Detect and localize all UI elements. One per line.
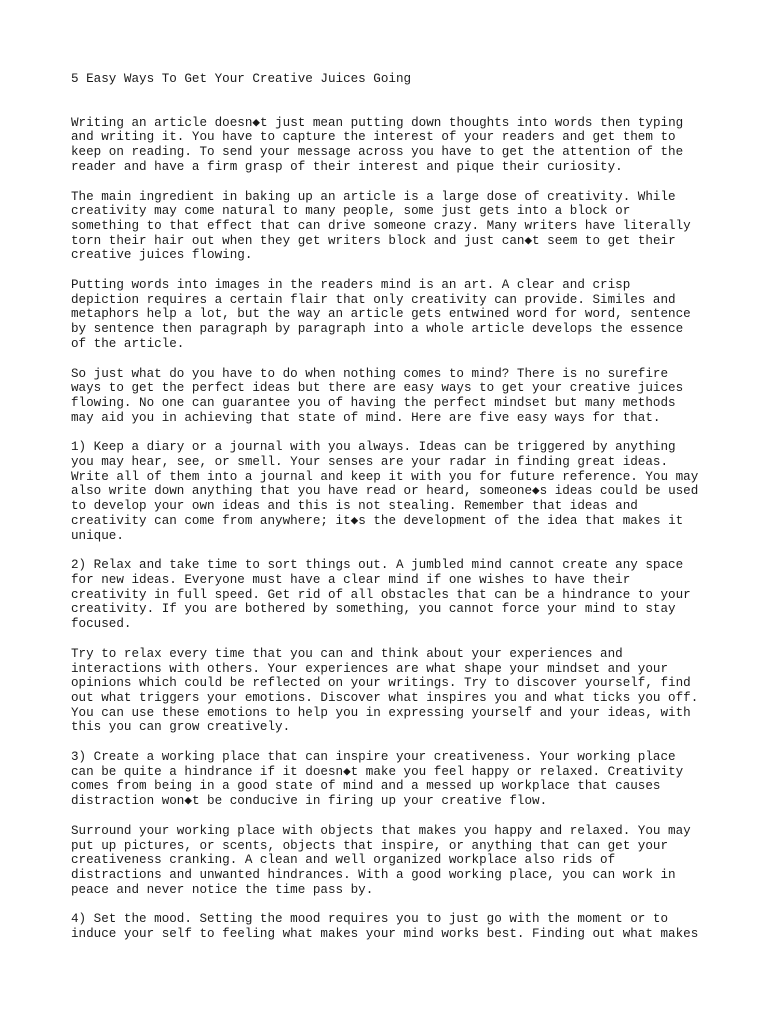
text-line: for new ideas. Everyone must have a clear mind if one wishes to have their <box>71 572 631 587</box>
document-page <box>71 72 711 957</box>
text-line: Write all of them into a journal and keep it with you for future reference. You may <box>71 469 699 484</box>
paragraph <box>71 647 711 735</box>
text-line: creativity in full speed. Get rid of all obstacles that can be a hindrance to your <box>71 587 691 602</box>
paragraph <box>71 912 711 941</box>
text-line: reader and have a firm grasp of their interest and pique their curiosity. <box>71 159 623 174</box>
text-line: The main ingredient in baking up an article is a large dose of creativity. While <box>71 189 676 204</box>
text-line: comes from being in a good state of mind and a messed up workplace that causes <box>71 779 661 794</box>
text-line: torn their hair out when they get writers block and just can◆t seem to get their <box>71 233 676 248</box>
text-line: out what triggers your emotions. Discover what inspires you and what ticks you off. <box>71 690 699 705</box>
text-line: 2) Relax and take time to sort things out. A jumbled mind cannot create any space <box>71 558 684 573</box>
text-line: creativity may come natural to many people, some just gets into a block or <box>71 204 631 219</box>
text-line: this you can grow creatively. <box>71 720 291 735</box>
text-line: Putting words into images in the readers mind is an art. A clear and crisp <box>71 278 631 293</box>
paragraph <box>71 558 711 632</box>
text-line: 3) Create a working place that can inspire your creativeness. Your working place <box>71 750 676 765</box>
text-line: distraction won◆t be conducive in firing up your creative flow. <box>71 794 548 809</box>
text-line: 1) Keep a diary or a journal with you always. Ideas can be triggered by anything <box>71 440 676 455</box>
text-line: creativeness cranking. A clean and well organized workplace also rids of <box>71 853 616 868</box>
text-line: focused. <box>71 617 132 632</box>
text-line: creativity can come from anywhere; it◆s the development of the idea that makes it <box>71 513 684 528</box>
text-line: to develop your own ideas and this is not stealing. Remember that ideas and <box>71 499 638 514</box>
text-line: of the article. <box>71 336 185 351</box>
text-line: you may hear, see, or smell. Your senses are your radar in finding great ideas. <box>71 455 669 470</box>
paragraph <box>71 278 711 352</box>
text-line: 4) Set the mood. Setting the mood requires you to just go with the moment or to <box>71 912 669 927</box>
document-body <box>71 116 711 942</box>
text-line: Writing an article doesn◆t just mean putting down thoughts into words then typing <box>71 115 684 130</box>
text-line: keep on reading. To send your message across you have to get the attention of the <box>71 145 684 160</box>
text-line: unique. <box>71 528 124 543</box>
text-line: creativity. If you are bothered by something, you cannot force your mind to stay <box>71 602 676 617</box>
text-line: may aid you in achieving that state of mind. Here are five easy ways for that. <box>71 410 661 425</box>
text-line: put up pictures, or scents, objects that inspire, or anything that can get your <box>71 838 669 853</box>
text-line: Try to relax every time that you can and think about your experiences and <box>71 646 623 661</box>
text-line: ways to get the perfect ideas but there are easy ways to get your creative juices <box>71 381 684 396</box>
paragraph <box>71 367 711 426</box>
text-line: creative juices flowing. <box>71 248 253 263</box>
text-line: and writing it. You have to capture the interest of your readers and get them to <box>71 130 676 145</box>
text-line: metaphors help a lot, but the way an article gets entwined word for word, sentence <box>71 307 691 322</box>
text-line: peace and never notice the time pass by. <box>71 882 374 897</box>
text-line: induce your self to feeling what makes your mind works best. Finding out what makes <box>71 927 699 942</box>
text-line: You can use these emotions to help you in expressing yourself and your ideas, with <box>71 705 691 720</box>
text-line: by sentence then paragraph by paragraph into a whole article develops the essence <box>71 322 684 337</box>
paragraph <box>71 116 711 175</box>
text-line: opinions which could be reflected on your writings. Try to discover yourself, find <box>71 676 691 691</box>
text-line: something to that effect that can drive someone crazy. Many writers have literally <box>71 218 691 233</box>
text-line: depiction requires a certain flair that only creativity can provide. Similes and <box>71 292 676 307</box>
text-line: Surround your working place with objects that makes you happy and relaxed. You may <box>71 823 691 838</box>
text-line: distractions and unwanted hindrances. With a good working place, you can work in <box>71 867 676 882</box>
text-line: So just what do you have to do when nothing comes to mind? There is no surefire <box>71 366 669 381</box>
text-line: also write down anything that you have read or heard, someone◆s ideas could be used <box>71 484 699 499</box>
text-line: can be quite a hindrance if it doesn◆t make you feel happy or relaxed. Creativity <box>71 764 684 779</box>
text-line: interactions with others. Your experiences are what shape your mindset and your <box>71 661 669 676</box>
paragraph <box>71 750 711 809</box>
paragraph <box>71 440 711 543</box>
text-line: flowing. No one can guarantee you of having the perfect mindset but many methods <box>71 395 676 410</box>
paragraph <box>71 824 711 898</box>
paragraph <box>71 190 711 264</box>
document-title: 5 Easy Ways To Get Your Creative Juices Going <box>71 72 412 86</box>
